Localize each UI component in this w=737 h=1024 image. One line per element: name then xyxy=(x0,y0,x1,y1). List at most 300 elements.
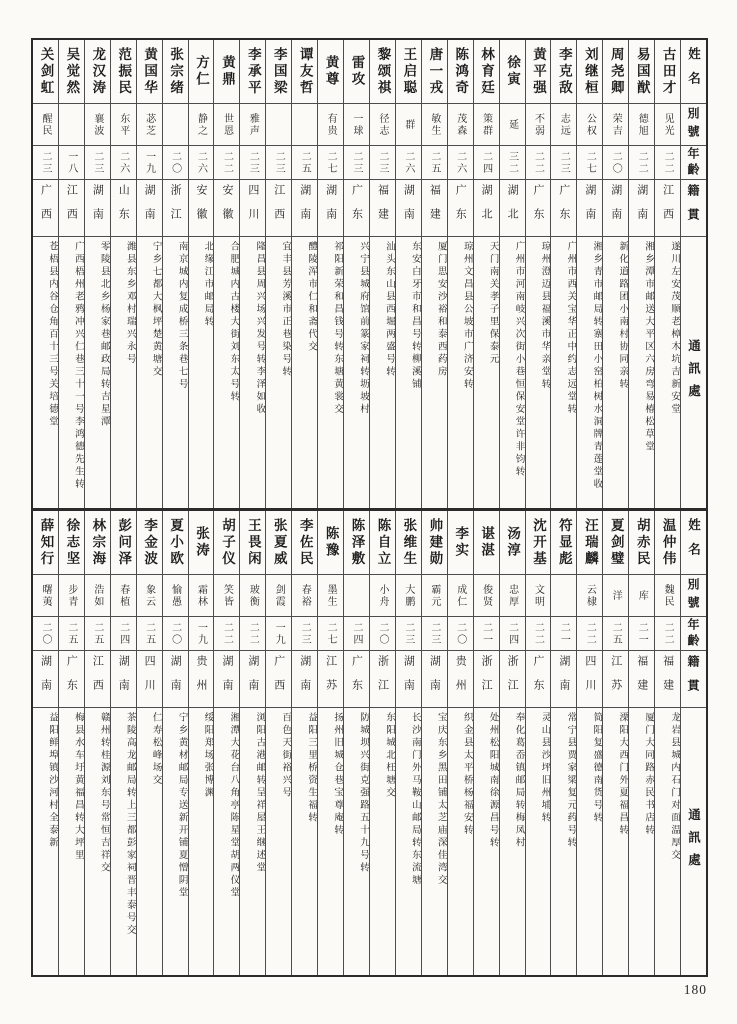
entry-alias: 小舟 xyxy=(376,583,388,608)
entry-age-cell xyxy=(577,617,602,651)
entry-name: 李金波 xyxy=(142,517,158,568)
entry-alias-cell xyxy=(551,575,576,617)
entry-name: 王启聪 xyxy=(401,46,417,97)
entry-column xyxy=(500,40,526,508)
entry-origin-cell xyxy=(500,651,525,708)
header-origin-label: 籍貫 xyxy=(686,655,701,703)
header-name-label: 姓名 xyxy=(686,518,701,567)
entry-origin-cell xyxy=(33,180,58,237)
entry-name: 沈开基 xyxy=(531,517,546,568)
entry-alias: 敏生 xyxy=(428,112,440,137)
entry-origin-cell xyxy=(422,651,447,708)
entry-address: 益阳鲜埠镇沙河村全泰新 xyxy=(46,712,57,850)
entry-origin: 湖南 xyxy=(428,655,441,703)
entry-origin: 湖南 xyxy=(298,184,311,232)
entry-address: 厦门思安沙裕和泰西药房 xyxy=(435,241,446,379)
entry-name: 李实 xyxy=(453,526,469,559)
entry-address: 奉化葛岙镇邮局转梅凤村 xyxy=(513,712,524,850)
entry-age-cell xyxy=(85,617,110,651)
entry-age: 二〇 xyxy=(169,150,181,175)
header-origin-cell xyxy=(681,180,706,237)
entry-address: 宜丰县芳溪市正巷染号转 xyxy=(280,241,291,379)
entry-name: 刘继桓 xyxy=(582,46,598,97)
entry-address: 宁乡七都大枫坪楚黄塘交 xyxy=(150,241,161,379)
entry-origin: 四川 xyxy=(583,655,596,703)
entry-origin-cell xyxy=(551,180,576,237)
entry-name-cell xyxy=(85,511,110,575)
entry-address: 汕头东山县西堀两盛号转 xyxy=(383,241,394,379)
entry-age: 二三 xyxy=(351,150,363,175)
entry-origin-cell xyxy=(318,651,343,708)
entry-origin: 湖南 xyxy=(91,184,104,232)
entry-age: 二二 xyxy=(532,150,544,175)
entry-name: 陈自立 xyxy=(375,517,391,568)
entry-origin-cell xyxy=(111,180,136,237)
entry-alias: 苾芝 xyxy=(143,112,155,137)
entry-address: 绥阳郑场张博渊 xyxy=(202,712,213,800)
entry-address: 织金县太平桥杨福安转 xyxy=(461,712,472,837)
entry-alias: 愉愚 xyxy=(169,583,181,608)
entry-column xyxy=(266,511,292,975)
entry-origin-cell xyxy=(33,651,58,708)
entry-alias-cell xyxy=(344,575,369,617)
entry-column xyxy=(370,40,396,508)
entry-age: 二一 xyxy=(558,621,570,646)
entry-name-cell xyxy=(603,40,628,104)
entry-origin-cell xyxy=(137,180,162,237)
entry-name-cell xyxy=(526,40,551,104)
entry-column xyxy=(396,511,422,975)
entry-column xyxy=(33,511,59,975)
entry-age: 二六 xyxy=(454,150,466,175)
entry-origin: 湖南 xyxy=(609,184,622,232)
entry-name-cell xyxy=(396,511,421,575)
entry-name: 范振民 xyxy=(116,46,132,97)
entry-alias-cell xyxy=(85,104,110,146)
entry-origin-cell xyxy=(629,651,654,708)
entry-alias: 一球 xyxy=(351,112,363,137)
entry-column xyxy=(292,511,318,975)
entry-origin: 广东 xyxy=(350,655,363,703)
entry-address: 处州松阳城南徐源昌号转 xyxy=(487,712,498,850)
entry-age-cell xyxy=(318,617,343,651)
entry-column xyxy=(85,511,111,975)
entry-alias-cell xyxy=(396,575,421,617)
entry-age: 二五 xyxy=(91,621,103,646)
entry-origin-cell xyxy=(577,651,602,708)
header-alias-cell xyxy=(681,104,706,146)
entry-alias: 群 xyxy=(402,118,414,131)
entry-age-cell xyxy=(655,617,680,651)
entry-age: 二四 xyxy=(117,621,129,646)
entry-alias: 茂森 xyxy=(454,112,466,137)
entry-name-cell xyxy=(59,40,84,104)
entry-name-cell xyxy=(189,40,214,104)
entry-name: 帅建勋 xyxy=(427,517,443,568)
entry-column xyxy=(189,511,215,975)
entry-name-cell xyxy=(422,40,447,104)
entry-age-cell xyxy=(266,617,291,651)
entry-column xyxy=(603,511,629,975)
entry-column xyxy=(448,511,474,975)
entry-origin-cell xyxy=(85,180,110,237)
entry-origin-cell xyxy=(240,180,265,237)
entry-origin-cell xyxy=(318,180,343,237)
entry-age-cell xyxy=(292,146,317,180)
entry-alias-cell xyxy=(526,104,551,146)
entry-age-cell xyxy=(344,146,369,180)
entry-column xyxy=(422,511,448,975)
entry-alias: 墨生 xyxy=(325,583,337,608)
entry-alias-cell xyxy=(603,575,628,617)
entry-column xyxy=(526,40,552,508)
entry-alias-cell xyxy=(33,104,58,146)
entry-origin: 广东 xyxy=(532,184,544,232)
entry-alias: 德旭 xyxy=(636,112,648,137)
entry-origin: 浙江 xyxy=(169,184,182,232)
entry-name-cell xyxy=(370,511,395,575)
entry-age-cell xyxy=(655,146,680,180)
entry-name-cell xyxy=(318,40,343,104)
entry-age-cell xyxy=(422,146,447,180)
entry-column xyxy=(318,511,344,975)
entry-name-cell xyxy=(603,511,628,575)
entry-name: 雷攻 xyxy=(349,55,365,88)
entry-alias-cell xyxy=(240,104,265,146)
entry-origin: 福建 xyxy=(661,655,674,703)
entry-address: 常宁县贾家梁复元药号转 xyxy=(565,712,576,850)
entry-origin-cell xyxy=(577,180,602,237)
entry-origin-cell xyxy=(266,651,291,708)
entry-name: 张宗绪 xyxy=(168,46,184,97)
entry-name: 温仲伟 xyxy=(660,517,676,568)
entry-column xyxy=(33,40,59,508)
entry-column xyxy=(551,511,577,975)
entry-column xyxy=(111,40,137,508)
entry-alias-cell xyxy=(474,575,499,617)
entry-column xyxy=(500,511,526,975)
entry-alias-cell xyxy=(370,104,395,146)
entry-name: 周尧卿 xyxy=(608,46,624,97)
entry-name: 薛知行 xyxy=(38,517,54,568)
entry-address: 益阳三里桥资生福转 xyxy=(306,712,317,825)
entry-name-cell xyxy=(629,40,654,104)
entry-age: 二〇 xyxy=(169,621,181,646)
entry-alias-cell xyxy=(59,575,84,617)
entry-age: 二三 xyxy=(376,150,388,175)
entry-address: 兴宁县城府馆前篆家祠转坜坡村 xyxy=(358,241,369,416)
entry-alias: 象云 xyxy=(143,583,155,608)
entry-age: 二四 xyxy=(480,150,492,175)
entry-origin: 江西 xyxy=(65,184,78,232)
entry-name-cell xyxy=(577,511,602,575)
entry-origin-cell xyxy=(448,651,473,708)
entry-name: 方仁 xyxy=(194,55,210,88)
entry-origin-cell xyxy=(422,180,447,237)
entry-alias: 云棣 xyxy=(584,583,596,608)
entry-age-cell xyxy=(448,617,473,651)
entry-alias-cell xyxy=(266,575,291,617)
entry-origin-cell xyxy=(163,180,188,237)
entry-alias: 志远 xyxy=(558,112,570,137)
entry-origin-cell xyxy=(344,651,369,708)
entry-alias-cell xyxy=(422,575,447,617)
header-address-label: 通訊處 xyxy=(686,338,701,407)
entry-name-cell xyxy=(111,40,136,104)
header-address-label: 通訊處 xyxy=(686,807,701,876)
entry-address: 苍梧县内谷仓角百十三号关培德堂 xyxy=(46,241,57,429)
entry-age: 二二 xyxy=(221,621,233,646)
entry-age: 二三 xyxy=(91,150,103,175)
entry-name: 汤淳 xyxy=(505,526,521,559)
entry-alias: 东平 xyxy=(117,112,129,137)
entry-age-cell xyxy=(370,617,395,651)
entry-address: 零陵县北乡杨家巷邮政局转吉星潭 xyxy=(98,241,109,429)
entry-alias: 魏民 xyxy=(662,583,674,608)
entry-alias: 洋 xyxy=(610,589,622,602)
entry-address: 灵山县沙坪旧州埔转 xyxy=(539,712,550,825)
entry-column xyxy=(474,40,500,508)
entry-origin-cell xyxy=(137,651,162,708)
entry-age-cell xyxy=(318,146,343,180)
entry-origin-cell xyxy=(448,180,473,237)
entry-name-cell xyxy=(292,40,317,104)
header-age-label: 年齡 xyxy=(686,617,701,650)
entry-alias: 雅声 xyxy=(247,112,259,137)
entry-age-cell xyxy=(603,617,628,651)
entry-name-cell xyxy=(85,40,110,104)
entry-column xyxy=(189,40,215,508)
entry-address: 广州市西关宝华正中约志远堂转 xyxy=(565,241,576,416)
entry-name: 黄平强 xyxy=(531,46,546,97)
entry-age-cell xyxy=(214,617,239,651)
entry-address: 潍县东乡邓村瑞兴永号 xyxy=(124,241,135,366)
entry-alias-cell xyxy=(396,104,421,146)
entry-column xyxy=(422,40,448,508)
entry-name-cell xyxy=(396,40,421,104)
entry-name-cell xyxy=(344,40,369,104)
entry-age-cell xyxy=(240,146,265,180)
entry-address: 湘乡潭市邮送大平区六房弯易椿松草堂 xyxy=(643,241,654,454)
entry-alias-cell xyxy=(655,104,680,146)
entry-address: 琼州文昌县公坡市广济安转 xyxy=(461,241,472,391)
entry-origin-cell xyxy=(500,180,525,237)
entry-age-cell xyxy=(448,146,473,180)
entry-origin: 广东 xyxy=(532,655,544,703)
entry-name: 徐寅 xyxy=(505,55,521,88)
entry-alias-cell xyxy=(214,575,239,617)
entry-alias: 浩如 xyxy=(91,583,103,608)
entry-age: 二三 xyxy=(428,621,440,646)
entry-age: 二六 xyxy=(195,150,207,175)
entry-name-cell xyxy=(33,511,58,575)
entry-name-cell xyxy=(266,511,291,575)
entry-origin-cell xyxy=(292,180,317,237)
entry-age-cell xyxy=(526,617,551,651)
entry-age-cell xyxy=(603,146,628,180)
entry-address: 遂川左安茂顺老樟木坑吉新安堂 xyxy=(669,241,680,416)
entry-name: 易国猷 xyxy=(634,46,650,97)
entry-age: 二二 xyxy=(532,621,544,646)
entry-name: 李克敌 xyxy=(556,46,572,97)
entry-alias: 策群 xyxy=(480,112,492,137)
entry-name: 关剑虹 xyxy=(38,46,54,97)
header-name-cell xyxy=(681,511,706,575)
entry-name: 吴觉然 xyxy=(64,46,80,97)
entry-alias-cell xyxy=(111,104,136,146)
entry-age-cell xyxy=(137,617,162,651)
entry-column xyxy=(577,40,603,508)
entry-column xyxy=(577,511,603,975)
entry-address: 东安白牙市和昌号转柳溪铺 xyxy=(409,241,420,391)
entry-address: 东阳城北枉塘交 xyxy=(383,712,394,800)
header-origin-cell xyxy=(681,651,706,708)
header-origin-label: 籍貫 xyxy=(686,184,701,232)
entry-age-cell xyxy=(163,146,188,180)
entry-age: 二二 xyxy=(584,621,596,646)
entry-alias-cell xyxy=(111,575,136,617)
entry-origin: 山东 xyxy=(117,184,130,232)
entry-age: 二四 xyxy=(506,621,518,646)
entry-name: 林育廷 xyxy=(479,46,495,97)
entry-column xyxy=(292,40,318,508)
entry-origin-cell xyxy=(214,180,239,237)
entry-address: 天门南关孝子里保泰元 xyxy=(487,241,498,366)
entry-origin-cell xyxy=(292,651,317,708)
entry-column xyxy=(603,40,629,508)
entry-origin: 浙江 xyxy=(480,655,493,703)
entry-alias-cell xyxy=(370,575,395,617)
entry-name-cell xyxy=(344,511,369,575)
entry-origin-cell xyxy=(266,180,291,237)
entry-alias: 春植 xyxy=(117,583,129,608)
entry-age: 二三 xyxy=(39,150,51,175)
entry-name-cell xyxy=(163,40,188,104)
entry-origin-cell xyxy=(526,180,551,237)
entry-age-cell xyxy=(111,146,136,180)
entry-origin: 广东 xyxy=(557,184,570,232)
entry-column xyxy=(240,511,266,975)
entry-column xyxy=(266,40,292,508)
entry-alias: 见光 xyxy=(662,112,674,137)
entry-alias: 库 xyxy=(636,589,648,602)
entry-age-cell xyxy=(474,617,499,651)
entry-name-cell xyxy=(655,511,680,575)
entry-name-cell xyxy=(163,511,188,575)
entry-age: 二六 xyxy=(402,150,414,175)
entry-age-cell xyxy=(266,146,291,180)
entry-address: 湘乡青市邮局转寨田小窑柏树水洞牌青莲堂收 xyxy=(591,241,602,491)
entry-alias: 文明 xyxy=(532,583,544,608)
entry-name-cell xyxy=(422,511,447,575)
entry-origin-cell xyxy=(603,180,628,237)
entry-column xyxy=(59,511,85,975)
entry-age-cell xyxy=(33,146,58,180)
entry-age: 二〇 xyxy=(610,150,622,175)
entry-origin: 广东 xyxy=(65,655,78,703)
entry-address: 赣州转桂源刘东号常恒吉祥交 xyxy=(98,712,109,875)
entry-age-cell xyxy=(189,146,214,180)
entry-name-cell xyxy=(370,40,395,104)
entry-age: 一九 xyxy=(143,150,155,175)
entry-alias: 春裕 xyxy=(299,583,311,608)
entry-name: 黄尊 xyxy=(323,55,339,88)
entry-name-cell xyxy=(448,40,473,104)
entry-origin-cell xyxy=(344,180,369,237)
entry-alias-cell xyxy=(318,104,343,146)
entry-alias: 剑霞 xyxy=(273,583,285,608)
entry-origin: 四川 xyxy=(143,655,156,703)
entry-name: 夏小欧 xyxy=(168,517,184,568)
entry-column xyxy=(111,511,137,975)
entry-name-cell xyxy=(474,511,499,575)
entry-origin-cell xyxy=(474,180,499,237)
entry-name-cell xyxy=(629,511,654,575)
entry-name: 李佐民 xyxy=(297,517,313,568)
entry-alias-cell xyxy=(163,104,188,146)
entry-alias: 曙荑 xyxy=(39,583,51,608)
entry-column xyxy=(474,511,500,975)
entry-origin: 广东 xyxy=(350,184,363,232)
entry-address: 琼州澄迈县福溪市华亲堂转 xyxy=(539,241,550,391)
entry-address: 宝庆东乡黑田铺太芝庙深佳湾交 xyxy=(435,712,446,887)
entry-age-cell xyxy=(214,146,239,180)
entry-age: 三二 xyxy=(506,150,518,175)
entry-origin: 湖南 xyxy=(246,655,259,703)
entry-age: 二二 xyxy=(221,150,233,175)
entry-name: 陈鸿奇 xyxy=(453,46,469,97)
entry-age: 二七 xyxy=(584,150,596,175)
entry-name: 谭友哲 xyxy=(297,46,313,97)
entry-origin: 四川 xyxy=(246,184,259,232)
entry-name-cell xyxy=(137,511,162,575)
entry-origin: 湖南 xyxy=(402,184,415,232)
entry-age-cell xyxy=(59,146,84,180)
entry-origin: 江苏 xyxy=(609,655,622,703)
header-alias-label: 別號 xyxy=(686,106,701,143)
entry-column xyxy=(163,40,189,508)
entry-age: 一九 xyxy=(195,621,207,646)
entry-name-cell xyxy=(655,40,680,104)
entry-name-cell xyxy=(577,40,602,104)
entry-age-cell xyxy=(500,617,525,651)
entry-origin-cell xyxy=(214,651,239,708)
entry-age-cell xyxy=(526,146,551,180)
entry-age: 二五 xyxy=(143,621,155,646)
entry-alias-cell xyxy=(292,104,317,146)
entry-address: 百色天街裕兴号 xyxy=(280,712,291,800)
entry-column xyxy=(137,511,163,975)
entry-origin: 湖南 xyxy=(117,655,130,703)
entry-name-cell xyxy=(474,40,499,104)
table-bottom xyxy=(33,508,706,975)
entry-age-cell xyxy=(422,617,447,651)
entry-name: 李承平 xyxy=(245,46,261,97)
entry-origin: 湖南 xyxy=(220,655,233,703)
entry-alias-cell xyxy=(629,104,654,146)
entry-alias-cell xyxy=(655,575,680,617)
entry-address: 祁阳新荣和昌钱号转东塘黄裳交 xyxy=(332,241,343,416)
entry-origin-cell xyxy=(189,180,214,237)
entry-origin: 福建 xyxy=(635,655,648,703)
entry-origin-cell xyxy=(59,651,84,708)
entry-origin: 湖南 xyxy=(557,655,570,703)
entry-origin: 湖南 xyxy=(39,655,52,703)
entry-address: 浏阳古港邮转呈祥屋王继述堂 xyxy=(254,712,265,875)
entry-name: 唐一戎 xyxy=(427,46,443,97)
entry-age: 二三 xyxy=(247,150,259,175)
entry-origin-cell xyxy=(370,180,395,237)
